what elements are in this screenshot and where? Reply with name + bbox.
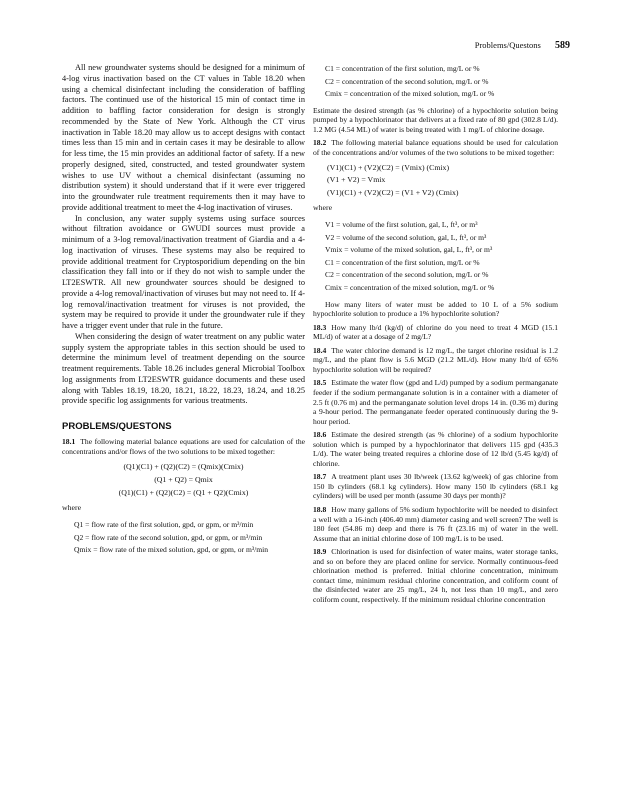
problem-18-2 xyxy=(313,138,558,157)
problem-text: Estimate the desired strength (as % chlorine) of a sodium hypochlorite solution which is pumped by a hypochlorinator that delivers 115 gpd (435.3 L/d). The water being treated requires a chlorine dose of 12 lb/d (5.45 kg/d) of chlorine. xyxy=(313,430,558,468)
right-column xyxy=(313,63,558,608)
definition: Q1 = flow rate of the first solution, gpd, or gpm, or m³/min xyxy=(74,520,254,530)
problem-text: The following material balance equations are used for calculation of the concentrations and/or flows of the two solutions to be mixed together: xyxy=(62,437,305,456)
equation: (Q1)(C1) + (Q2)(C2) = (Qmix)(Cmix) xyxy=(123,462,244,472)
definition: Q2 = flow rate of the second solution, gpd, or gpm, or m³/min xyxy=(74,532,263,542)
problem-number: 18.1 xyxy=(62,437,76,446)
problem-18-3 xyxy=(313,323,558,342)
problem-text: How many gallons of 5% sodium hypochlorite will be needed to disinfect a well with a 16-inch (406.40 mm) diameter casing and well screen? The well is 180 feet (54.86 m) deep and there is 76 ft (23.16 m) of water in the well. Assume that an initial chlorine dose of 100 mg/L is to be used. xyxy=(313,504,558,543)
body-paragraph: When considering the design of water treatment on any public water supply system the appropriate tables in this section should be used to determine the minimum level of treatment depending on the source treatment requirements. Table 18.26 includes general Microbial Toolbox log assignments from LT2ESWTR guidance documents and these used along with Tables 18.19, 18.20, 18.21, 18.22, 18.23, 18.24, and 18.25 provide specific log assignments for various treatments. xyxy=(62,331,305,406)
definition: V1 = volume of the first solution, gal, L, ft³, or m³ xyxy=(325,220,478,230)
where-label: where xyxy=(313,203,333,213)
problem-number: 18.3 xyxy=(313,322,327,332)
problem-18-1 xyxy=(62,437,305,456)
definition: C2 = concentration of the second solution, mg/L or % xyxy=(325,76,489,86)
definition: C1 = concentration of the first solution, mg/L or % xyxy=(325,257,480,267)
running-title: Problems/Questons xyxy=(474,40,541,50)
problem-number: 18.9 xyxy=(313,547,327,557)
problem-number: 18.6 xyxy=(313,430,327,440)
question-18-1: Estimate the desired strength (as % chlorine) of a hypochlorite solution being pumped by a hypochlorinator that delivers at a fixed rate of 80 gpd (302.8 L/d). 1.2 MG (4.54 ML) of water is being treated with 1 mg/L of chlorine dosage. xyxy=(313,105,558,134)
problem-number: 18.2 xyxy=(313,138,327,148)
page-number: 589 xyxy=(555,40,570,51)
problem-number: 18.8 xyxy=(313,504,327,514)
definition: C1 = concentration of the first solution, mg/L or % xyxy=(325,64,480,73)
definition: Vmix = volume of the mixed solution, gal, L, ft³, or m³ xyxy=(325,245,493,255)
question-18-2: How many liters of water must be added to 10 L of a 5% sodium hypochlorite solution to produce a 1% hypochlorite solution? xyxy=(313,299,558,319)
problem-number: 18.7 xyxy=(313,472,327,482)
problem-text: The water chlorine demand is 12 mg/L, the target chlorine residual is 1.2 mg/L, and the plant flow is 5.6 MGD (21.2 ML/d). How many lb/d of 65% hypochlorite solution will be required? xyxy=(313,345,558,374)
problem-18-4 xyxy=(313,346,558,375)
equation: (V1 + V2) = Vmix xyxy=(327,175,386,185)
equation: (V1)(C1) + (V2)(C2) = (V1 + V2) (Cmix) xyxy=(327,187,459,197)
definition: Cmix = concentration of the mixed solution, mg/L or % xyxy=(325,89,495,99)
definition: V2 = volume of the second solution, gal, L, ft³, or m³ xyxy=(325,232,487,242)
problem-18-7 xyxy=(313,472,558,501)
problem-18-5 xyxy=(313,378,558,426)
definition: Qmix = flow rate of the mixed solution, gpd, or gpm, or m³/min xyxy=(74,545,269,555)
problem-18-8 xyxy=(313,505,558,543)
problem-18-6 xyxy=(313,430,558,468)
section-heading: PROBLEMS/QUESTONS xyxy=(62,421,172,432)
where-label: where xyxy=(62,503,82,513)
problem-number: 18.4 xyxy=(313,345,327,355)
problem-text: How many lb/d (kg/d) of chlorine do you need to treat 4 MGD (15.1 ML/d) of water at a dosage of 2 mg/L? xyxy=(313,322,558,342)
definition: Cmix = concentration of the mixed solution, mg/L or % xyxy=(325,282,495,292)
running-header xyxy=(475,40,570,51)
problem-text: The following material balance equations should be used for calculation of the concentrations and/or volumes of the two solutions to be mixed together: xyxy=(313,138,558,157)
equation: (V1)(C1) + (V2)(C2) = (Vmix) (Cmix) xyxy=(327,162,450,172)
problem-text: Estimate the water flow (gpd and L/d) pumped by a sodium permanganate feeder if the sodium permanganate solution is in a container with a diameter of 2.5 ft (0.76 m) and the permanganate solution level drops 14 in. (0.36 m) during a 9-hour period. The permanganate feeder operated continuously during the 9-hour period. xyxy=(313,378,558,426)
problem-number: 18.5 xyxy=(313,378,327,388)
equation: (Q1)(C1) + (Q2)(C2) = (Q1 + Q2)(Cmix) xyxy=(118,488,249,498)
left-column xyxy=(62,63,305,557)
problem-text: Chlorination is used for disinfection of water mains, water storage tanks, and so on before they are placed online for service. Normally continuous-feed chlorination method is preferred. Initial chlorine concentration, minimum contact time, minimum residual chlorine concentration, and coliform count of the disinfected water are 25 mg/L, 24 h, not less than 10 mg/L, and zero coliform count, respectively. If the minimum residual chlorine concentration xyxy=(313,547,558,604)
equation: (Q1 + Q2) = Qmix xyxy=(154,475,213,485)
definition: C2 = concentration of the second solution, mg/L or % xyxy=(325,270,489,280)
problem-text: A treatment plant uses 30 lb/week (13.62 kg/week) of gas chlorine from 150 lb cylinders (68.1 kg cylinders). How many 150 lb cylinders (68.1 kg cylinders) will be used per month (assume 30 days per month)? xyxy=(313,472,558,501)
body-paragraph: All new groundwater systems should be designed for a minimum of 4-log virus inactivation based on the CT values in Table 18.20 when using a chemical disinfectant including the consideration of baffling factors. The continued use of the historical 15 min of contact time in addition to baffling factor consideration for design is strongly recommended by the State of New York. Although the CT virus inactivation in Table 18.20 may allow us to accept designs with contact times less than 15 min and in certain cases it may be desirable to allow for less time, the 15 min provides an additional factor of safety. If a new properly designed, sited, constructed, and tested groundwater system wishes to use UV without a chemical disinfectant (assuming no distribution system) it should understand that if it were ever triggered into the groundwater rule treatment requirements then it may have to provide additional treatment to meet the 4-log inactivation of viruses. xyxy=(62,63,305,212)
problem-18-9 xyxy=(313,547,558,604)
body-paragraph: In conclusion, any water supply systems using surface sources without filtration avoidance or GWUDI sources must provide a minimum of a 3-log removal/inactivation treatment of Giardia and a 4-log inactivation of viruses. These systems may also be required to provide additional treatment for Cryptosporidium depending on the bin classification they fall into or if they do not wish to sample under the LT2ESWTR. All new groundwater sources should be designed to provide a 4-log removal/inactivation of viruses but may not need to. If 4-log removal/inactivation treatment for viruses is not provided, the system may be required to provide it under the groundwater rule if they have a trigger event under that rule in the future. xyxy=(62,213,305,330)
